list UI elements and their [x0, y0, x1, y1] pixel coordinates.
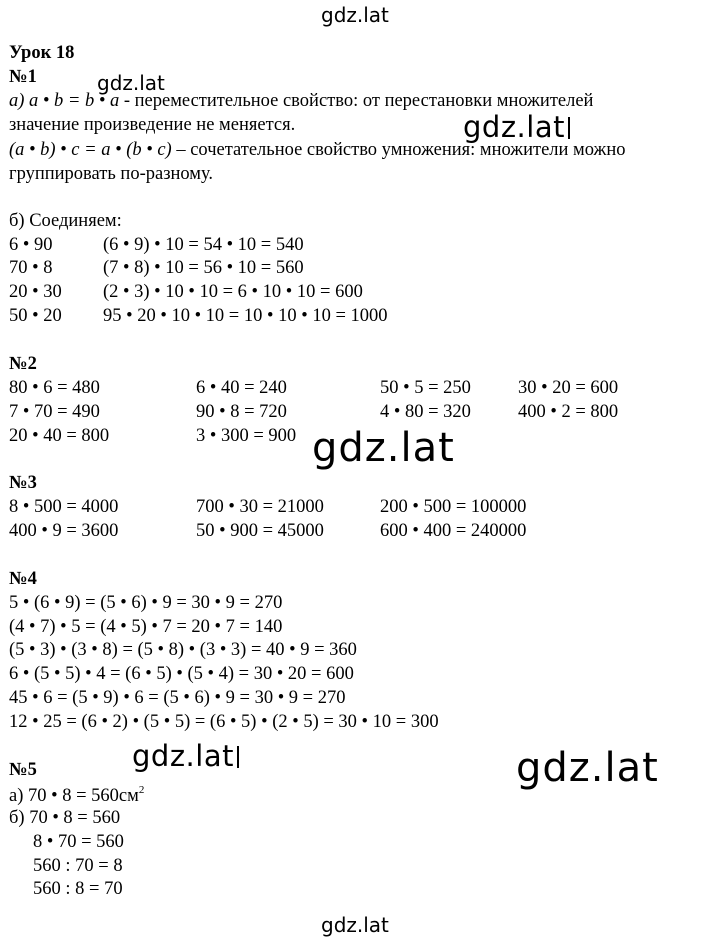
ex2-item: 20 • 40 = 800 [9, 426, 110, 446]
watermark-n1-right: gdz.lat [463, 113, 570, 142]
ex2-item: 4 • 80 = 320 [380, 402, 471, 422]
ex2-item: 50 • 5 = 250 [380, 378, 471, 398]
watermark-n5-left: gdz.lat [132, 742, 239, 771]
ex1-a-line1 [9, 92, 593, 111]
ex3-item: 400 • 9 = 3600 [9, 521, 119, 541]
ex4-line: 5 • (6 • 9) = (5 • 6) • 9 = 30 • 9 = 270 [9, 593, 283, 613]
ex3-item: 8 • 500 = 4000 [9, 497, 119, 517]
ex5-b-line: 8 • 70 = 560 [33, 832, 124, 852]
ex3-item: 700 • 30 = 21000 [196, 497, 324, 517]
ex4-line: 12 • 25 = (6 • 2) • (5 • 5) = (6 • 5) • (2 • 5) = 30 • 10 = 300 [9, 712, 439, 732]
ex1-heading: №1 [9, 67, 37, 87]
lesson-title: Урок 18 [9, 43, 75, 63]
ex4-heading: №4 [9, 569, 37, 589]
ex5-b-line: 560 : 8 = 70 [33, 879, 123, 899]
ex5-a-line [9, 785, 144, 806]
ex2-item: 3 • 300 = 900 [196, 426, 297, 446]
ex1-connect-label: б) Соединяем: [9, 211, 122, 231]
ex4-line: (5 • 3) • (3 • 8) = (5 • 8) • (3 • 3) = 40 • 9 = 360 [9, 640, 357, 660]
ex1-b-formula: (a • b) • c = a • (b • c) [9, 140, 172, 160]
ex3-item: 600 • 400 = 240000 [380, 521, 527, 541]
ex1-left-item: 20 • 30 [9, 282, 62, 302]
ex2-item: 80 • 6 = 480 [9, 378, 100, 398]
ex2-item: 30 • 20 = 600 [518, 378, 619, 398]
ex1-right-item: (6 • 9) • 10 = 54 • 10 = 540 [103, 235, 304, 255]
ex5-heading: №5 [9, 760, 37, 780]
ex2-item: 6 • 40 = 240 [196, 378, 287, 398]
ex3-item: 50 • 900 = 45000 [196, 521, 324, 541]
ex4-line: 45 • 6 = (5 • 9) • 6 = (5 • 6) • 9 = 30 • 9 = 270 [9, 688, 346, 708]
ex4-line: 6 • (5 • 5) • 4 = (6 • 5) • (5 • 4) = 30 • 20 = 600 [9, 664, 354, 684]
ex1-a-formula: а) a • b = b • a [9, 91, 120, 111]
ex5-b-line: б) 70 • 8 = 560 [9, 808, 121, 828]
watermark-n5-right: gdz.lat [516, 745, 659, 791]
watermark-n2: gdz.lat [312, 425, 455, 471]
ex1-left-item: 70 • 8 [9, 258, 53, 278]
ex5-a-sup: 2 [138, 784, 145, 796]
watermark-top: gdz.lat [321, 3, 389, 27]
ex1-right-item: (2 • 3) • 10 • 10 = 6 • 10 • 10 = 600 [103, 282, 363, 302]
ex5-a-text: а) 70 • 8 = 560см [9, 786, 139, 806]
ex3-heading: №3 [9, 473, 37, 493]
ex1-a-text1: - переместительное свойство: от перестановки множителей [119, 91, 594, 111]
ex1-a-line2: значение произведение не меняется. [9, 115, 296, 135]
ex1-left-item: 6 • 90 [9, 235, 53, 255]
ex1-b-text1: – сочетательное свойство умножения: множители можно [171, 140, 626, 160]
ex1-b-line2: группировать по-разному. [9, 164, 214, 184]
ex2-item: 90 • 8 = 720 [196, 402, 287, 422]
ex1-right-item: 95 • 20 • 10 • 10 = 10 • 10 • 10 = 1000 [103, 306, 388, 326]
ex5-b-line: 560 : 70 = 8 [33, 856, 123, 876]
ex1-b-line1 [9, 141, 625, 160]
watermark-bottom: gdz.lat [321, 913, 389, 937]
ex1-right-item: (7 • 8) • 10 = 56 • 10 = 560 [103, 258, 304, 278]
ex1-left-item: 50 • 20 [9, 306, 62, 326]
ex2-item: 400 • 2 = 800 [518, 402, 619, 422]
ex4-line: (4 • 7) • 5 = (4 • 5) • 7 = 20 • 7 = 140 [9, 617, 283, 637]
ex2-item: 7 • 70 = 490 [9, 402, 100, 422]
watermark-n1: gdz.lat [97, 71, 165, 95]
ex3-item: 200 • 500 = 100000 [380, 497, 527, 517]
ex2-heading: №2 [9, 354, 37, 374]
